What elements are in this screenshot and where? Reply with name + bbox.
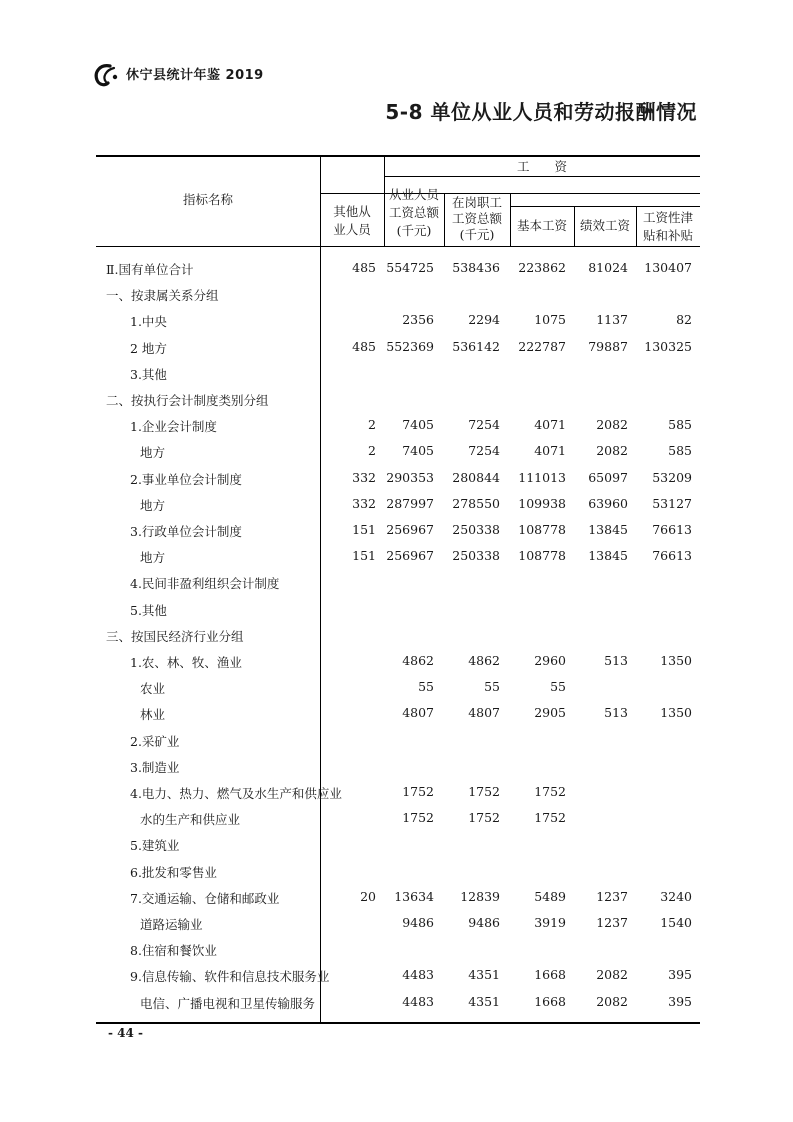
table-row — [96, 492, 700, 518]
cell-basic-wage: 1668 — [534, 993, 566, 1009]
table-bottom-rule — [96, 1022, 700, 1024]
table-row — [96, 937, 700, 963]
table-row — [96, 282, 700, 308]
table-row — [96, 387, 700, 413]
row-label: 3.制造业 — [130, 759, 180, 775]
cell-other-staff: 2 — [368, 443, 376, 459]
row-label: 二、按执行会计制度类别分组 — [106, 393, 269, 408]
cell-total-wage: 256967 — [386, 522, 434, 537]
cell-basic-wage: 108778 — [518, 522, 566, 537]
cell-onpost-wage: 538436 — [452, 260, 500, 275]
cell-performance-wage: 13845 — [588, 548, 628, 564]
row-label: 2.事业单位会计制度 — [130, 471, 242, 487]
header-total-wage: 从业人员 工资总额 (千元) — [388, 187, 439, 238]
table-row — [96, 728, 700, 754]
cell-allowance: 585 — [668, 417, 692, 433]
cell-total-wage: 4483 — [402, 967, 434, 983]
row-label: Ⅱ.国有单位合计 — [106, 262, 194, 277]
basic-wage-group-rule — [510, 206, 700, 207]
cell-other-staff: 20 — [360, 888, 376, 904]
page-title: 5-8 单位从业人员和劳动报酬情况 — [385, 100, 697, 124]
cell-performance-wage: 513 — [604, 705, 628, 721]
row-label: 2.采矿业 — [130, 733, 180, 749]
yearbook-logo-icon — [92, 62, 122, 88]
table-row — [96, 413, 700, 439]
table-row — [96, 963, 700, 989]
cell-allowance: 76613 — [652, 548, 692, 564]
cell-onpost-wage: 7254 — [468, 443, 500, 459]
row-label: 3.行政单位会计制度 — [130, 524, 242, 539]
table-row — [96, 859, 700, 885]
cell-other-staff: 151 — [352, 548, 376, 564]
cell-basic-wage: 1752 — [534, 810, 566, 826]
row-label: 3.其他 — [130, 366, 167, 382]
row-label: 1.农、林、牧、渔业 — [130, 655, 242, 670]
row-label: 1.中央 — [130, 314, 167, 330]
cell-total-wage: 2356 — [402, 312, 434, 328]
cell-onpost-wage: 4351 — [468, 967, 500, 983]
cell-performance-wage: 1137 — [596, 312, 628, 328]
cell-allowance: 395 — [668, 993, 692, 1009]
cell-basic-wage: 1752 — [534, 784, 566, 799]
header-other-staff: 其他从 业人员 — [333, 204, 371, 237]
cell-total-wage: 554725 — [386, 260, 434, 275]
cell-allowance: 395 — [668, 967, 692, 983]
cell-performance-wage: 2082 — [596, 417, 628, 433]
cell-onpost-wage: 278550 — [452, 495, 500, 511]
row-label: 4.电力、热力、燃气及水生产和供应业 — [130, 786, 342, 801]
table-row — [96, 518, 700, 544]
cell-total-wage: 287997 — [386, 495, 434, 511]
cell-basic-wage: 55 — [550, 679, 566, 695]
cell-basic-wage: 108778 — [518, 548, 566, 564]
table-row — [96, 885, 700, 911]
cell-basic-wage: 1668 — [534, 967, 566, 983]
cell-onpost-wage: 250338 — [452, 548, 500, 564]
row-label: 2 地方 — [130, 340, 167, 356]
header-onpost-wage: 在岗职工 工资总额 (千元) — [451, 195, 502, 242]
table-row — [96, 256, 700, 282]
row-label: 9.信息传输、软件和信息技术服务业 — [130, 969, 330, 985]
row-label: 4.民间非盈利组织会计制度 — [130, 576, 280, 592]
cell-other-staff: 151 — [352, 522, 376, 537]
row-label: 一、按隶属关系分组 — [106, 288, 219, 304]
cell-other-staff: 485 — [352, 260, 376, 275]
cell-other-staff: 332 — [352, 469, 376, 485]
cell-allowance: 130407 — [644, 260, 692, 275]
cell-performance-wage: 2082 — [596, 967, 628, 983]
cell-onpost-wage: 1752 — [468, 784, 500, 799]
table-row — [96, 780, 700, 806]
cell-basic-wage: 223862 — [518, 260, 566, 275]
cell-total-wage: 7405 — [402, 417, 434, 433]
wage-group-rule — [384, 176, 700, 177]
cell-performance-wage: 81024 — [588, 260, 628, 275]
row-label: 道路运输业 — [140, 917, 203, 932]
cell-onpost-wage: 12839 — [460, 888, 500, 904]
cell-basic-wage: 2905 — [534, 705, 566, 721]
row-label: 地方 — [140, 497, 166, 513]
cell-other-staff: 332 — [352, 495, 376, 511]
cell-onpost-wage: 9486 — [468, 915, 500, 930]
header-allowance: 工资性津 贴和补贴 — [642, 210, 693, 243]
cell-onpost-wage: 4351 — [468, 993, 500, 1009]
cell-total-wage: 13634 — [394, 888, 434, 904]
header-wage-group: 工 资 — [516, 159, 567, 174]
cell-allowance: 130325 — [644, 338, 692, 354]
row-label: 农业 — [140, 681, 166, 697]
cell-total-wage: 1752 — [402, 784, 434, 799]
cell-total-wage: 552369 — [386, 338, 434, 354]
cell-onpost-wage: 250338 — [452, 522, 500, 537]
cell-allowance: 3240 — [660, 888, 692, 904]
cell-other-staff: 485 — [352, 338, 376, 354]
cell-allowance: 53127 — [652, 495, 692, 511]
cell-performance-wage: 65097 — [588, 469, 628, 485]
row-label: 7.交通运输、仓储和邮政业 — [130, 890, 280, 906]
table-row — [96, 466, 700, 492]
page-number: - 44 - — [108, 1026, 144, 1040]
cell-basic-wage: 3919 — [534, 915, 566, 930]
cell-performance-wage: 513 — [604, 653, 628, 668]
table-row — [96, 439, 700, 465]
cell-allowance: 76613 — [652, 522, 692, 537]
table-row — [96, 911, 700, 937]
cell-total-wage: 1752 — [402, 810, 434, 826]
table-row — [96, 832, 700, 858]
cell-onpost-wage: 280844 — [452, 469, 500, 485]
cell-allowance: 1540 — [660, 915, 692, 930]
cell-performance-wage: 1237 — [596, 888, 628, 904]
row-label: 电信、广播电视和卫星传输服务 — [140, 995, 316, 1011]
table-row — [96, 623, 700, 649]
table-row — [96, 675, 700, 701]
cell-allowance: 1350 — [660, 705, 692, 721]
row-label: 水的生产和供应业 — [140, 812, 241, 828]
cell-allowance: 82 — [676, 312, 692, 328]
table-top-rule — [96, 155, 700, 157]
table-row — [96, 649, 700, 675]
cell-total-wage: 55 — [418, 679, 434, 695]
row-label: 8.住宿和餐饮业 — [130, 943, 217, 959]
header-performance-wage: 绩效工资 — [579, 218, 630, 233]
table-row — [96, 990, 700, 1016]
cell-total-wage: 290353 — [386, 469, 434, 485]
cell-basic-wage: 5489 — [534, 888, 566, 904]
row-label: 地方 — [140, 550, 166, 566]
row-label: 地方 — [140, 445, 166, 461]
table-row — [96, 361, 700, 387]
table-row — [96, 570, 700, 596]
cell-onpost-wage: 1752 — [468, 810, 500, 826]
cell-total-wage: 4807 — [402, 705, 434, 721]
table-row — [96, 754, 700, 780]
table-row — [96, 308, 700, 334]
row-label: 林业 — [140, 707, 166, 723]
running-header: 休宁县统计年鉴 2019 — [126, 68, 264, 83]
cell-basic-wage: 1075 — [534, 312, 566, 328]
cell-basic-wage: 2960 — [534, 653, 566, 668]
header-indicator: 指标名称 — [182, 192, 233, 207]
row-label: 5.建筑业 — [130, 838, 180, 854]
cell-onpost-wage: 536142 — [452, 338, 500, 354]
cell-allowance: 585 — [668, 443, 692, 459]
cell-allowance: 1350 — [660, 653, 692, 668]
cell-performance-wage: 2082 — [596, 443, 628, 459]
row-label: 三、按国民经济行业分组 — [106, 628, 244, 644]
cell-total-wage: 7405 — [402, 443, 434, 459]
cell-total-wage: 9486 — [402, 915, 434, 930]
cell-performance-wage: 63960 — [588, 495, 628, 511]
header-bottom-rule — [96, 246, 700, 247]
table-row — [96, 806, 700, 832]
cell-onpost-wage: 4807 — [468, 705, 500, 721]
cell-basic-wage: 4071 — [534, 443, 566, 459]
cell-onpost-wage: 55 — [484, 679, 500, 695]
cell-allowance: 53209 — [652, 469, 692, 485]
cell-performance-wage: 1237 — [596, 915, 628, 930]
cell-basic-wage: 109938 — [518, 495, 566, 511]
cell-basic-wage: 4071 — [534, 417, 566, 433]
cell-basic-wage: 222787 — [518, 338, 566, 354]
cell-performance-wage: 13845 — [588, 522, 628, 537]
row-label: 6.批发和零售业 — [130, 864, 217, 880]
cell-other-staff: 2 — [368, 417, 376, 433]
cell-total-wage: 4483 — [402, 993, 434, 1009]
table-row — [96, 544, 700, 570]
table-row — [96, 701, 700, 727]
table-row — [96, 335, 700, 361]
cell-onpost-wage: 4862 — [468, 653, 500, 668]
cell-performance-wage: 2082 — [596, 993, 628, 1009]
cell-performance-wage: 79887 — [588, 338, 628, 354]
cell-onpost-wage: 7254 — [468, 417, 500, 433]
row-label: 5.其他 — [130, 602, 167, 618]
table-row — [96, 597, 700, 623]
cell-total-wage: 4862 — [402, 653, 434, 668]
row-label: 1.企业会计制度 — [130, 419, 217, 435]
cell-basic-wage: 111013 — [518, 469, 566, 485]
cell-total-wage: 256967 — [386, 548, 434, 564]
cell-onpost-wage: 2294 — [468, 312, 500, 328]
header-basic-wage: 基本工资 — [516, 218, 567, 233]
